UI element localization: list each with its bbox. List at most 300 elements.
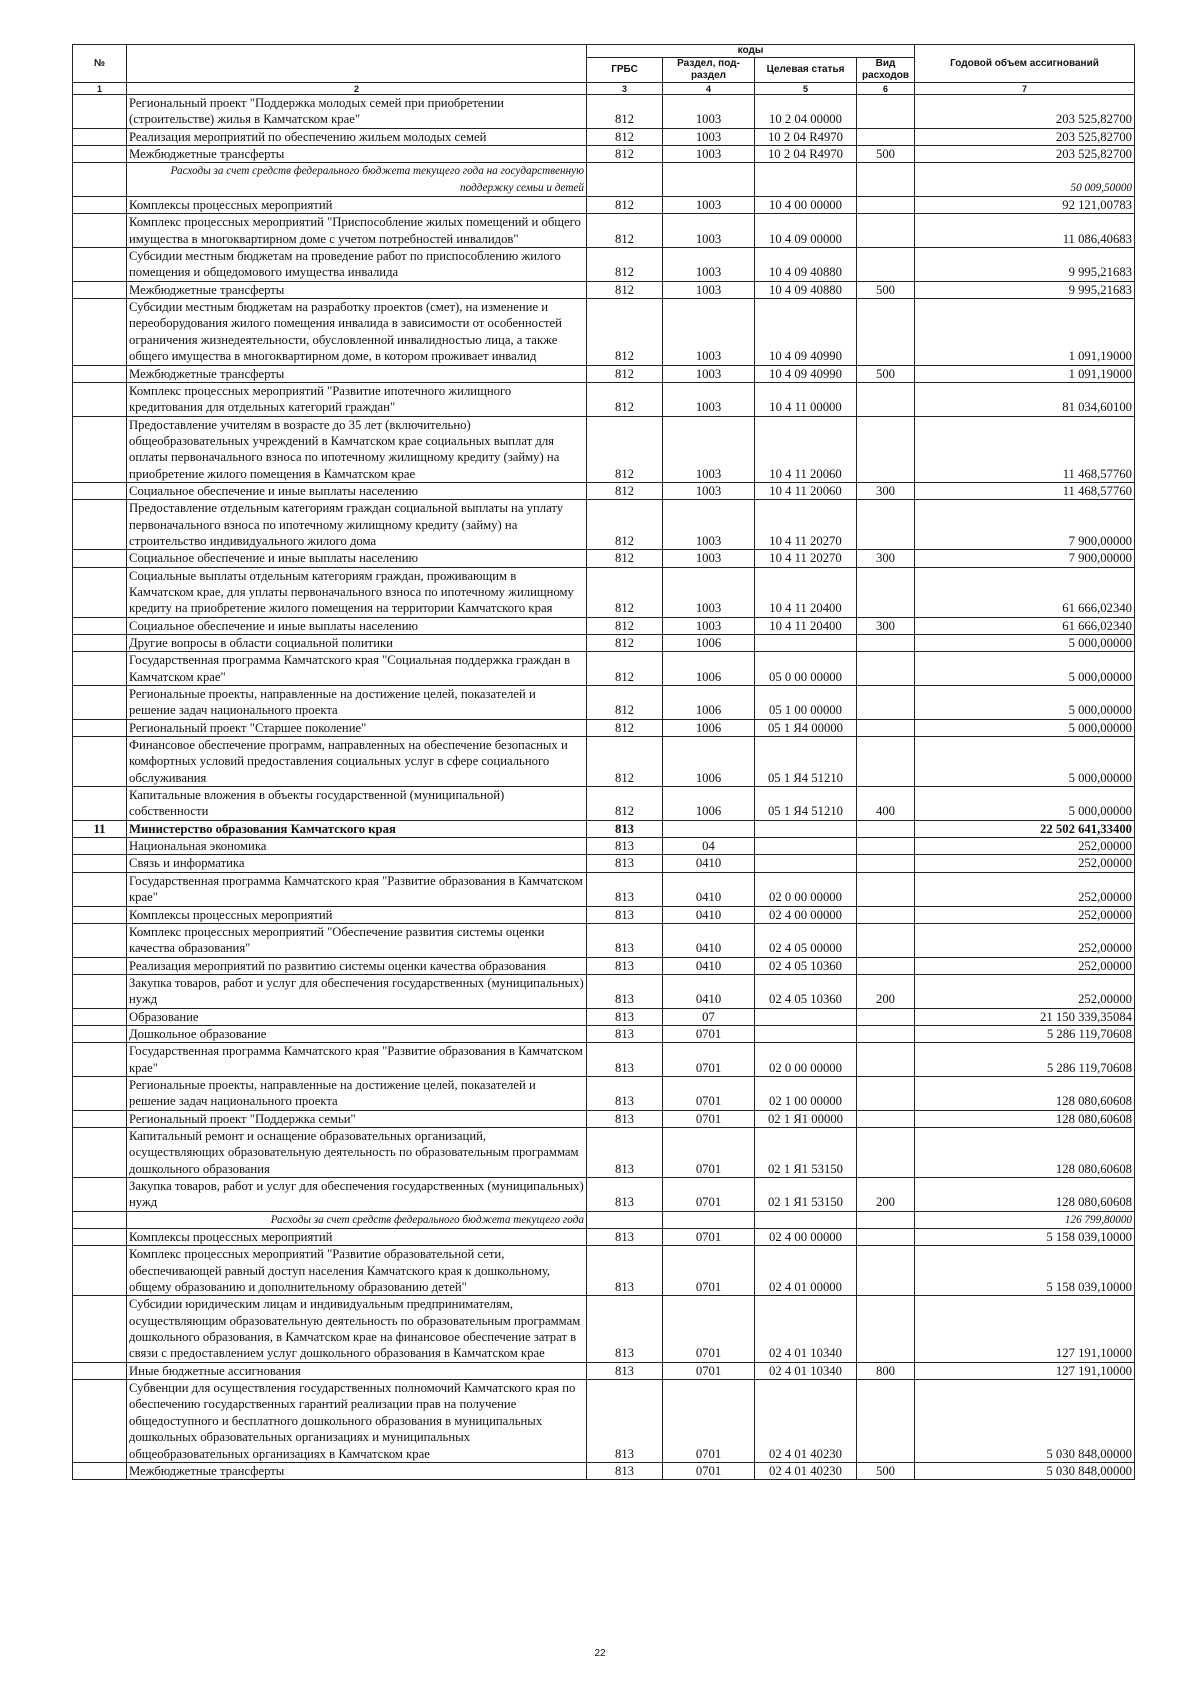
table-row	[73, 365, 1135, 382]
colnum: 5	[755, 83, 857, 95]
cell-name: Субвенции для осуществления государственных полномочий Камчатского края по обеспечению государственных гарантий реализации прав на получение общедоступного и бесплатного дошкольного образования в муниципальных дошкольных образовательных организациях и муниципальных общеобразовательных организациях в Камчатском крае	[127, 1380, 587, 1463]
cell-name: Реализация мероприятий по развитию системы оценки качества образования	[127, 957, 587, 974]
cell-amount: 252,00000	[915, 957, 1135, 974]
cell-grbs: 812	[587, 719, 663, 736]
cell-target-article: 02 4 05 10360	[755, 957, 857, 974]
cell-target-article: 10 4 00 00000	[755, 197, 857, 214]
cell-razdel: 0701	[663, 1380, 755, 1463]
cell-name: Межбюджетные трансферты	[127, 281, 587, 298]
header-razdel: Раздел, под-раздел	[663, 58, 755, 83]
cell-expense-type	[857, 923, 915, 957]
cell-expense-type: 300	[857, 482, 915, 499]
cell-razdel: 1003	[663, 416, 755, 482]
cell-name: Социальные выплаты отдельным категориям граждан, проживающим в Камчатском крае, для уплаты первоначального взноса по ипотечному жилищному кредиту на приобретение жилого помещения на территории Камчатского края	[127, 567, 587, 617]
cell-number	[73, 1025, 127, 1042]
table-body	[73, 95, 1135, 1480]
cell-expense-type: 300	[857, 550, 915, 567]
cell-name: Субсидии местным бюджетам на проведение работ по приспособлению жилого помещения и общедомового имущества инвалида	[127, 248, 587, 282]
cell-grbs: 812	[587, 635, 663, 652]
cell-grbs: 812	[587, 146, 663, 163]
cell-name: Реализация мероприятий по обеспечению жильем молодых семей	[127, 128, 587, 145]
cell-target-article: 02 4 00 00000	[755, 906, 857, 923]
cell-expense-type	[857, 1229, 915, 1246]
table-row	[73, 1246, 1135, 1296]
cell-number	[73, 652, 127, 686]
cell-number	[73, 906, 127, 923]
cell-name: Комплексы процессных мероприятий	[127, 197, 587, 214]
cell-grbs: 813	[587, 1076, 663, 1110]
cell-number	[73, 737, 127, 787]
cell-expense-type	[857, 1076, 915, 1110]
cell-expense-type: 500	[857, 146, 915, 163]
cell-name: Расходы за счет средств федерального бюджета текущего года на государственную поддержку семьи и детей	[127, 163, 587, 197]
cell-name: Связь и информатика	[127, 855, 587, 872]
table-row	[73, 163, 1135, 197]
cell-expense-type	[857, 128, 915, 145]
cell-number	[73, 1246, 127, 1296]
cell-razdel: 1003	[663, 617, 755, 634]
cell-grbs	[587, 1211, 663, 1228]
cell-amount: 5 030 848,00000	[915, 1462, 1135, 1479]
header-name	[127, 45, 587, 83]
cell-razdel	[663, 1211, 755, 1228]
cell-grbs: 812	[587, 787, 663, 821]
cell-target-article: 02 4 01 10340	[755, 1362, 857, 1379]
cell-grbs	[587, 163, 663, 197]
cell-grbs: 812	[587, 617, 663, 634]
cell-target-article	[755, 820, 857, 837]
cell-target-article: 10 4 09 40880	[755, 281, 857, 298]
cell-name: Комплексы процессных мероприятий	[127, 1229, 587, 1246]
cell-target-article: 05 1 Я4 51210	[755, 787, 857, 821]
cell-name: Предоставление учителям в возрасте до 35 лет (включительно) общеобразовательных учреждений в Камчатском крае социальных выплат для оплаты первоначального взноса по ипотечному жилищному кредиту (займу) на приобретение жилого помещения в Камчатском крае	[127, 416, 587, 482]
cell-amount: 128 080,60608	[915, 1110, 1135, 1127]
cell-number	[73, 1008, 127, 1025]
cell-expense-type	[857, 635, 915, 652]
cell-target-article	[755, 163, 857, 197]
cell-name: Дошкольное образование	[127, 1025, 587, 1042]
cell-grbs: 813	[587, 1008, 663, 1025]
cell-target-article: 10 4 09 00000	[755, 214, 857, 248]
table-row	[73, 1110, 1135, 1127]
cell-target-article: 02 1 Я1 53150	[755, 1127, 857, 1177]
cell-razdel: 04	[663, 838, 755, 855]
cell-amount: 22 502 641,33400	[915, 820, 1135, 837]
cell-target-article: 10 4 11 00000	[755, 382, 857, 416]
cell-number	[73, 146, 127, 163]
cell-amount: 203 525,82700	[915, 128, 1135, 145]
cell-name: Государственная программа Камчатского края "Социальная поддержка граждан в Камчатском крае"	[127, 652, 587, 686]
cell-name: Закупка товаров, работ и услуг для обеспечения государственных (муниципальных) нужд	[127, 1178, 587, 1212]
cell-target-article: 10 4 09 40880	[755, 248, 857, 282]
table-row	[73, 787, 1135, 821]
cell-number	[73, 163, 127, 197]
cell-expense-type	[857, 906, 915, 923]
cell-razdel: 1003	[663, 95, 755, 129]
cell-expense-type	[857, 957, 915, 974]
cell-name: Комплекс процессных мероприятий "Обеспечение развития системы оценки качества образования"	[127, 923, 587, 957]
cell-name: Комплекс процессных мероприятий "Развитие ипотечного жилищного кредитования для отдельных категорий граждан"	[127, 382, 587, 416]
cell-name: Финансовое обеспечение программ, направленных на обеспечение безопасных и комфортных условий предоставления социальных услуг в сфере социального обслуживания	[127, 737, 587, 787]
cell-razdel: 0701	[663, 1229, 755, 1246]
cell-amount: 252,00000	[915, 923, 1135, 957]
cell-grbs: 813	[587, 1110, 663, 1127]
cell-expense-type	[857, 855, 915, 872]
cell-razdel: 1003	[663, 197, 755, 214]
cell-target-article: 02 4 05 10360	[755, 974, 857, 1008]
cell-number	[73, 500, 127, 550]
cell-amount: 11 468,57760	[915, 416, 1135, 482]
cell-target-article: 02 4 01 40230	[755, 1380, 857, 1463]
colnum: 6	[857, 83, 915, 95]
cell-amount: 1 091,19000	[915, 365, 1135, 382]
cell-expense-type: 500	[857, 1462, 915, 1479]
cell-expense-type	[857, 1211, 915, 1228]
cell-grbs: 813	[587, 957, 663, 974]
cell-grbs: 813	[587, 974, 663, 1008]
cell-number	[73, 567, 127, 617]
cell-amount: 61 666,02340	[915, 617, 1135, 634]
cell-target-article: 10 4 11 20270	[755, 500, 857, 550]
cell-grbs: 812	[587, 482, 663, 499]
cell-number	[73, 957, 127, 974]
cell-amount: 252,00000	[915, 872, 1135, 906]
cell-amount: 5 000,00000	[915, 652, 1135, 686]
table-header	[73, 45, 1135, 95]
cell-target-article: 02 4 01 40230	[755, 1462, 857, 1479]
cell-grbs: 813	[587, 838, 663, 855]
table-row	[73, 1229, 1135, 1246]
table-row	[73, 1008, 1135, 1025]
cell-amount: 128 080,60608	[915, 1076, 1135, 1110]
cell-name: Комплекс процессных мероприятий "Приспособление жилых помещений и общего имущества в многоквартирном доме с учетом потребностей инвалидов"	[127, 214, 587, 248]
cell-target-article: 02 0 00 00000	[755, 872, 857, 906]
cell-razdel: 0701	[663, 1076, 755, 1110]
cell-expense-type	[857, 95, 915, 129]
header-vid: Вид расходов	[857, 58, 915, 83]
cell-razdel: 07	[663, 1008, 755, 1025]
table-row	[73, 1380, 1135, 1463]
cell-amount: 7 900,00000	[915, 500, 1135, 550]
cell-grbs: 812	[587, 197, 663, 214]
cell-number	[73, 550, 127, 567]
cell-target-article: 10 2 04 R4970	[755, 146, 857, 163]
cell-number	[73, 855, 127, 872]
cell-name: Предоставление отдельным категориям граждан социальной выплаты на уплату первоначального взноса по ипотечному жилищному кредиту (займу) на строительство индивидуального жилого дома	[127, 500, 587, 550]
cell-razdel: 0701	[663, 1296, 755, 1362]
cell-expense-type	[857, 1110, 915, 1127]
cell-expense-type	[857, 820, 915, 837]
cell-number	[73, 838, 127, 855]
cell-expense-type	[857, 1008, 915, 1025]
cell-amount: 252,00000	[915, 838, 1135, 855]
cell-amount: 1 091,19000	[915, 299, 1135, 365]
table-row	[73, 923, 1135, 957]
cell-number	[73, 635, 127, 652]
cell-name: Социальное обеспечение и иные выплаты населению	[127, 550, 587, 567]
cell-name: Региональный проект "Старшее поколение"	[127, 719, 587, 736]
cell-razdel	[663, 820, 755, 837]
cell-number	[73, 416, 127, 482]
cell-name: Межбюджетные трансферты	[127, 1462, 587, 1479]
cell-razdel: 0701	[663, 1025, 755, 1042]
cell-name: Социальное обеспечение и иные выплаты населению	[127, 617, 587, 634]
table-row	[73, 1211, 1135, 1228]
cell-expense-type	[857, 838, 915, 855]
cell-amount: 81 034,60100	[915, 382, 1135, 416]
cell-expense-type	[857, 686, 915, 720]
cell-target-article: 05 1 00 00000	[755, 686, 857, 720]
colnum: 2	[127, 83, 587, 95]
cell-razdel: 0410	[663, 906, 755, 923]
cell-number	[73, 686, 127, 720]
cell-amount: 252,00000	[915, 906, 1135, 923]
cell-number	[73, 1178, 127, 1212]
cell-grbs: 813	[587, 1296, 663, 1362]
table-row	[73, 550, 1135, 567]
cell-number	[73, 974, 127, 1008]
cell-target-article: 10 2 04 00000	[755, 95, 857, 129]
cell-number: 11	[73, 820, 127, 837]
cell-number	[73, 719, 127, 736]
cell-name: Комплексы процессных мероприятий	[127, 906, 587, 923]
cell-amount: 50 009,50000	[915, 163, 1135, 197]
cell-grbs: 813	[587, 906, 663, 923]
colnum: 4	[663, 83, 755, 95]
cell-expense-type: 500	[857, 281, 915, 298]
cell-amount: 127 191,10000	[915, 1296, 1135, 1362]
cell-amount: 92 121,00783	[915, 197, 1135, 214]
cell-amount: 128 080,60608	[915, 1178, 1135, 1212]
cell-target-article: 05 0 00 00000	[755, 652, 857, 686]
cell-target-article: 10 4 11 20270	[755, 550, 857, 567]
header-codes: коды	[587, 45, 915, 58]
cell-grbs: 812	[587, 281, 663, 298]
cell-grbs: 812	[587, 567, 663, 617]
cell-expense-type	[857, 1380, 915, 1463]
cell-name: Государственная программа Камчатского края "Развитие образования в Камчатском крае"	[127, 872, 587, 906]
cell-amount: 5 000,00000	[915, 737, 1135, 787]
cell-expense-type	[857, 567, 915, 617]
cell-razdel: 1003	[663, 146, 755, 163]
cell-amount: 7 900,00000	[915, 550, 1135, 567]
table-row	[73, 1178, 1135, 1212]
cell-grbs: 813	[587, 1043, 663, 1077]
cell-razdel: 0410	[663, 923, 755, 957]
table-row	[73, 635, 1135, 652]
cell-expense-type	[857, 500, 915, 550]
cell-grbs: 813	[587, 1380, 663, 1463]
colnum: 1	[73, 83, 127, 95]
cell-grbs: 813	[587, 923, 663, 957]
cell-number	[73, 617, 127, 634]
cell-number	[73, 1296, 127, 1362]
cell-razdel: 1003	[663, 365, 755, 382]
cell-amount: 5 030 848,00000	[915, 1380, 1135, 1463]
cell-target-article	[755, 1211, 857, 1228]
table-row	[73, 737, 1135, 787]
cell-target-article: 05 1 Я4 51210	[755, 737, 857, 787]
cell-amount: 5 158 039,10000	[915, 1229, 1135, 1246]
cell-target-article	[755, 855, 857, 872]
cell-name: Региональные проекты, направленные на достижение целей, показателей и решение задач национального проекта	[127, 1076, 587, 1110]
header-num: №	[73, 45, 127, 83]
cell-target-article	[755, 1025, 857, 1042]
cell-expense-type: 300	[857, 617, 915, 634]
cell-razdel: 1003	[663, 128, 755, 145]
cell-target-article: 10 4 11 20400	[755, 617, 857, 634]
cell-grbs: 813	[587, 1025, 663, 1042]
table-row	[73, 1076, 1135, 1110]
cell-target-article: 05 1 Я4 00000	[755, 719, 857, 736]
cell-expense-type	[857, 719, 915, 736]
table-row	[73, 719, 1135, 736]
cell-amount: 21 150 339,35084	[915, 1008, 1135, 1025]
table-row	[73, 214, 1135, 248]
cell-expense-type	[857, 1246, 915, 1296]
cell-number	[73, 299, 127, 365]
cell-amount: 61 666,02340	[915, 567, 1135, 617]
header-volume: Годовой объем ассигнований	[915, 45, 1135, 83]
cell-grbs: 813	[587, 1178, 663, 1212]
cell-expense-type	[857, 737, 915, 787]
cell-grbs: 812	[587, 686, 663, 720]
table-row	[73, 855, 1135, 872]
cell-name: Министерство образования Камчатского края	[127, 820, 587, 837]
table-row	[73, 1127, 1135, 1177]
table-row	[73, 957, 1135, 974]
cell-razdel: 0701	[663, 1246, 755, 1296]
budget-document	[72, 44, 1134, 1480]
cell-number	[73, 214, 127, 248]
header-grbs: ГРБС	[587, 58, 663, 83]
cell-name: Национальная экономика	[127, 838, 587, 855]
cell-target-article: 02 4 01 00000	[755, 1246, 857, 1296]
cell-name: Социальное обеспечение и иные выплаты населению	[127, 482, 587, 499]
cell-amount: 203 525,82700	[915, 95, 1135, 129]
cell-razdel: 0701	[663, 1362, 755, 1379]
cell-razdel: 0701	[663, 1110, 755, 1127]
table-row	[73, 416, 1135, 482]
cell-expense-type	[857, 382, 915, 416]
cell-number	[73, 281, 127, 298]
cell-amount: 128 080,60608	[915, 1127, 1135, 1177]
table-row	[73, 1025, 1135, 1042]
cell-number	[73, 482, 127, 499]
cell-target-article: 02 1 Я1 00000	[755, 1110, 857, 1127]
cell-grbs: 813	[587, 1229, 663, 1246]
cell-number	[73, 197, 127, 214]
cell-amount: 11 468,57760	[915, 482, 1135, 499]
cell-number	[73, 1110, 127, 1127]
cell-expense-type	[857, 163, 915, 197]
cell-target-article: 10 4 09 40990	[755, 365, 857, 382]
cell-amount: 11 086,40683	[915, 214, 1135, 248]
cell-grbs: 813	[587, 1462, 663, 1479]
cell-name: Субсидии местным бюджетам на разработку проектов (смет), на изменение и переоборудования жилого помещения инвалида в зависимости от особенностей ограничения жизнедеятельности, обусловленной инвалидностью лица, а также общего имущества в многоквартирном доме, в котором проживает инвалид	[127, 299, 587, 365]
cell-razdel: 1006	[663, 652, 755, 686]
cell-razdel: 0410	[663, 957, 755, 974]
cell-razdel: 0410	[663, 872, 755, 906]
cell-expense-type	[857, 416, 915, 482]
cell-name: Комплекс процессных мероприятий "Развитие образовательной сети, обеспечивающей равный доступ населения Камчатского края к дошкольному, общему образованию и дополнительному образованию детей"	[127, 1246, 587, 1296]
cell-number	[73, 382, 127, 416]
cell-grbs: 812	[587, 365, 663, 382]
cell-name: Иные бюджетные ассигнования	[127, 1362, 587, 1379]
cell-number	[73, 923, 127, 957]
cell-number	[73, 1229, 127, 1246]
table-row	[73, 197, 1135, 214]
cell-expense-type	[857, 214, 915, 248]
cell-razdel	[663, 163, 755, 197]
cell-name: Закупка товаров, работ и услуг для обеспечения государственных (муниципальных) нужд	[127, 974, 587, 1008]
cell-name: Капитальные вложения в объекты государственной (муниципальной) собственности	[127, 787, 587, 821]
cell-target-article: 10 2 04 R4970	[755, 128, 857, 145]
table-row	[73, 617, 1135, 634]
cell-name: Региональный проект "Поддержка молодых семей при приобретении (строительстве) жилья в Камчатском крае"	[127, 95, 587, 129]
cell-amount: 9 995,21683	[915, 281, 1135, 298]
cell-expense-type: 500	[857, 365, 915, 382]
table-row	[73, 382, 1135, 416]
cell-target-article: 02 4 05 00000	[755, 923, 857, 957]
header-celevaya: Целевая статья	[755, 58, 857, 83]
cell-razdel: 1006	[663, 686, 755, 720]
cell-name: Образование	[127, 1008, 587, 1025]
colnum: 7	[915, 83, 1135, 95]
cell-expense-type	[857, 1296, 915, 1362]
cell-target-article	[755, 838, 857, 855]
cell-grbs: 813	[587, 872, 663, 906]
budget-table	[72, 44, 1135, 1480]
cell-amount: 127 191,10000	[915, 1362, 1135, 1379]
cell-razdel: 1003	[663, 567, 755, 617]
table-row	[73, 820, 1135, 837]
cell-razdel: 1003	[663, 500, 755, 550]
cell-name: Региональный проект "Поддержка семьи"	[127, 1110, 587, 1127]
cell-amount: 5 000,00000	[915, 787, 1135, 821]
cell-target-article: 02 0 00 00000	[755, 1043, 857, 1077]
cell-amount: 5 158 039,10000	[915, 1246, 1135, 1296]
table-row	[73, 500, 1135, 550]
cell-amount: 252,00000	[915, 974, 1135, 1008]
table-row	[73, 482, 1135, 499]
table-row	[73, 838, 1135, 855]
page-number: 22	[594, 1648, 606, 1659]
cell-number	[73, 95, 127, 129]
cell-grbs: 812	[587, 382, 663, 416]
cell-name: Региональные проекты, направленные на достижение целей, показателей и решение задач национального проекта	[127, 686, 587, 720]
cell-number	[73, 872, 127, 906]
cell-razdel: 0410	[663, 855, 755, 872]
cell-name: Государственная программа Камчатского края "Развитие образования в Камчатском крае"	[127, 1043, 587, 1077]
cell-number	[73, 1076, 127, 1110]
cell-grbs: 813	[587, 1127, 663, 1177]
cell-razdel: 0701	[663, 1462, 755, 1479]
cell-expense-type	[857, 1025, 915, 1042]
cell-razdel: 1003	[663, 281, 755, 298]
cell-number	[73, 1380, 127, 1463]
cell-number	[73, 1362, 127, 1379]
cell-amount: 252,00000	[915, 855, 1135, 872]
cell-expense-type: 200	[857, 1178, 915, 1212]
cell-razdel: 0701	[663, 1178, 755, 1212]
cell-razdel: 1003	[663, 214, 755, 248]
cell-grbs: 812	[587, 652, 663, 686]
cell-target-article: 10 4 09 40990	[755, 299, 857, 365]
cell-grbs: 812	[587, 214, 663, 248]
cell-target-article: 10 4 11 20060	[755, 482, 857, 499]
cell-razdel: 1003	[663, 299, 755, 365]
